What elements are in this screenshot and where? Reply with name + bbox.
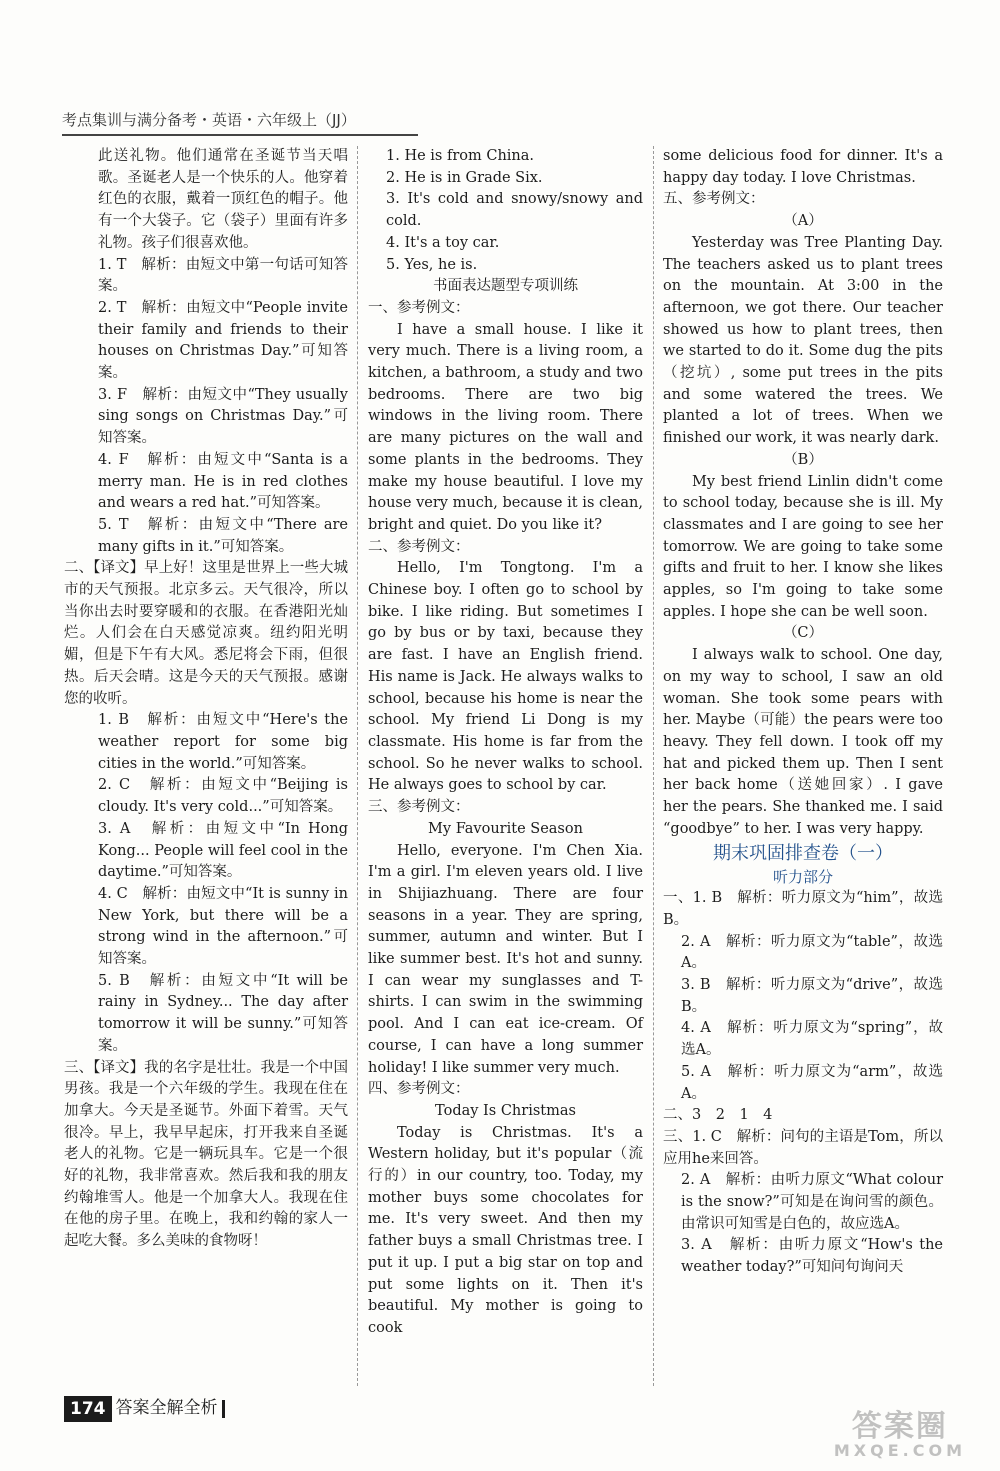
answer-item: 3. F 解析：由短文中“They usually sing songs on Christmas Day.”可知答案。 — [98, 386, 348, 447]
essay-heading: 五、参考例文： — [663, 191, 765, 208]
essay-text: I have a small house. I like it very much. There is a living room, a kitchen, a bathroom, a study and two bedrooms. There are two big windows in the living room. There are many pictures on the wall and some plants in the bedrooms. They make my house beautiful. I love my house very much, because it is clean, bright and quiet. Do you like it? — [368, 321, 643, 533]
section-title: 书面表达题型专项训练 — [433, 278, 578, 295]
essay-label: （C） — [782, 625, 824, 642]
column-divider — [357, 146, 358, 1386]
answer-item: 3. A 解析：由短文中“In Hong Kong... People will feel cool in the daytime.”可知答案。 — [98, 820, 348, 881]
answer-item: 2. A 解析：听力原文为“table”，故选A。 — [681, 933, 943, 972]
answer-item: 1. B 解析：由短文中“Here's the weather report for some big cities in the world.”可知答案。 — [98, 712, 348, 772]
exam-title: 期末巩固排查卷（一） — [713, 842, 893, 864]
watermark-logo — [833, 1409, 966, 1460]
column-left — [64, 146, 348, 1253]
answer-item: 2. T 解析：由短文中“People invite their family and friends to their houses on Christmas Day.”可知答案。 — [98, 299, 348, 382]
footer-label: 答案全解全析 — [115, 1398, 218, 1419]
essay-heading: 四、参考例文： — [368, 1081, 470, 1098]
column-middle — [368, 146, 643, 1340]
answer-item: 5. B 解析：由短文中“It will be rainy in Sydney... The day after tomorrow it will be sunny.”可知答案。 — [98, 972, 348, 1054]
essay-title: Today Is Christmas — [435, 1102, 576, 1119]
watermark-main: 答案圈 — [851, 1409, 948, 1444]
page-footer — [64, 1395, 225, 1423]
answer-item: 一、1. B 解析：听力原文为“him”，故选B。 — [663, 890, 943, 928]
running-header: 考点集训与满分备考・英语・六年级上（JJ） — [62, 111, 356, 129]
answer-item: 二、3 2 1 4 — [663, 1107, 773, 1124]
answer-item: 3. B 解析：听力原文为“drive”，故选B。 — [681, 977, 943, 1015]
answer-item: 三、1. C 解析：问句的主语是Tom，所以应用he来回答。 — [663, 1128, 943, 1167]
answer-line: 4. It's a toy car. — [386, 234, 500, 251]
exam-subtitle: 听力部分 — [772, 867, 833, 886]
answer-item: 4. C 解析：由短文中“It is sunny in New York, but there will be a strong wind in the afternoon.”可知答案。 — [98, 885, 348, 968]
essay-text: Hello, I'm Tongtong. I'm a Chinese boy. I often go to school by bike. I like riding. But sometimes I go by bus or by taxi, because they are fast. I have an English friend. His name is Jack. He always walks to school, because his home is near the school. My friend Li Dong is my classmate. His home is far from the school. So he never walks to school. He always goes to school by car. — [368, 560, 643, 794]
essay-text: I always walk to school. One day, on my way to school, I saw an old woman. She took some pears with her. Maybe（可能）the pears were too heavy. They fell down. I took off my hat and picked them up. Then I sent her back home（送她回家）. I gave her the pears. She thanked me. I said “goodbye” to her. I was very happy. — [663, 647, 943, 837]
answer-item: 5. A 解析：听力原文为“arm”，故选A。 — [681, 1063, 943, 1102]
page-number: 174 — [64, 1396, 112, 1422]
answer-item: 3. A 解析：由听力原文“How's the weather today?”可知问句询问天 — [681, 1237, 943, 1276]
answer-item: 4. A 解析：听力原文为“spring”，故选A。 — [681, 1020, 943, 1059]
essay-text: some delicious food for dinner. It's a happy day today. I love Christmas. — [663, 148, 943, 186]
footer-bar — [222, 1400, 225, 1418]
essay-label: （A） — [783, 213, 823, 230]
answer-line: 5. Yes, he is. — [386, 256, 478, 273]
column-right — [663, 146, 943, 1279]
answer-line: 3. It's cold and snowy/snowy and cold. — [386, 191, 643, 230]
section-two-translation: 二、【译文】早上好！这里是世界上一些大城市的天气预报。北京多云。天气很冷，所以当你出去时要穿暖和的衣服。在香港阳光灿烂。人们会在白天感觉凉爽。纽约阳光明媚，但是下午有大风。悉尼将会下雨，但很热。后天会晴。这是今天的天气预报。感谢您的收听。 — [64, 560, 348, 707]
answer-item: 1. T 解析：由短文中第一句话可知答案。 — [98, 256, 348, 295]
essay-text: Today is Christmas. It's a Western holiday, but it's popular（流行的）in our country, too. Today, my mother buys some chocolates for me. It's very sweet. And then my father buys a small Christmas tree. I put it up. I put a big star on top and put some lights on it. Then it's beautiful. My mother is going to cook — [368, 1124, 643, 1336]
essay-heading: 一、参考例文： — [368, 299, 470, 316]
answer-line: 1. He is from China. — [386, 148, 535, 164]
answer-item: 2. C 解析：由短文中“Beijing is cloudy. It's very cold...”可知答案。 — [98, 777, 348, 816]
column-divider — [653, 146, 654, 1386]
essay-title: My Favourite Season — [428, 820, 583, 837]
essay-heading: 三、参考例文： — [368, 799, 470, 816]
essay-text: Hello, everyone. I'm Chen Xia. I'm a girl. I'm eleven years old. I live in Shijiazhuang. There are four seasons in a year. They are spring, summer, autumn and winter. But I like summer best. It's hot and sunny. I can wear my sunglasses and T-shirts. I can swim in the swimming pool. And I can eat ice-cream. Of course, I can have a long summer holiday! I like summer very much. — [368, 842, 643, 1076]
essay-label: （B） — [783, 451, 823, 468]
section-three-translation: 三、【译文】我的名字是壮壮。我是一个中国男孩。我是一个六年级的学生。我现在住在加拿大。今天是圣诞节。外面下着雪。天气很冷。早上，我早早起床，打开我来自圣诞老人的礼物。它是一辆玩具车。它是一个很好的礼物，我非常喜欢。然后我和我的朋友约翰堆雪人。他是一个加拿大人。我现在住在他的房子里。在晚上，我和约翰的家人一起吃大餐。多么美味的食物呀！ — [64, 1059, 348, 1250]
answer-item: 4. F 解析：由短文中“Santa is a merry man. He is in red clothes and wears a red hat.”可知答案。 — [98, 451, 348, 512]
answer-item: 5. T 解析：由短文中“There are many gifts in it.”可知答案。 — [98, 516, 348, 555]
essay-heading: 二、参考例文： — [368, 538, 470, 555]
essay-text: My best friend Linlin didn't come to school today, because she is ill. My classmates and I are going to see her tomorrow. We are going to take some gifts and fruit to her. I know she likes apples, so I'm going to take some apples. I hope she can be well soon. — [663, 473, 943, 620]
header-rule — [62, 134, 418, 136]
answer-item: 2. A 解析：由听力原文“What colour is the snow?”可知是在询问雪的颜色。由常识可知雪是白色的，故应选A。 — [681, 1172, 943, 1232]
answer-line: 2. He is in Grade Six. — [386, 169, 543, 186]
translation-paragraph: 此送礼物。他们通常在圣诞节当天唱歌。圣诞老人是一个快乐的人。他穿着红色的衣服，戴着一顶红色的帽子。他有一个大袋子。它（袋子）里面有许多礼物。孩子们很喜欢他。 — [98, 148, 348, 251]
watermark-sub: MXQE.COM — [833, 1441, 966, 1460]
essay-text: Yesterday was Tree Planting Day. The teachers asked us to plant trees on the mountain. At 3:00 in the afternoon, we got there. Our teacher showed us how to plant trees, then we started to do it. Some dug the pits（挖坑）, some put trees in the pits and some watered the trees. We planted a lot of trees. When we finished our work, it was nearly dark. — [663, 234, 943, 447]
